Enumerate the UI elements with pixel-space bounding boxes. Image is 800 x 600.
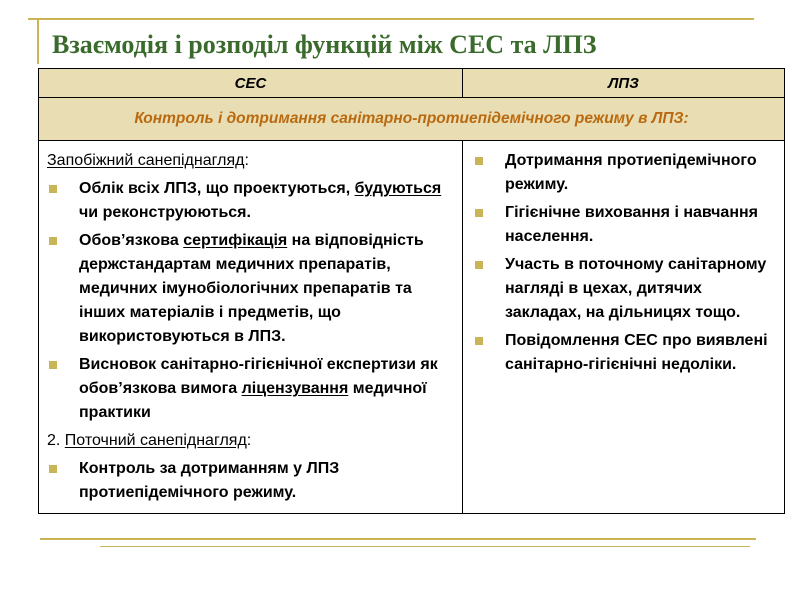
bottom-rule xyxy=(40,538,756,540)
current-supervision-heading: 2. Поточний санепіднагляд: xyxy=(47,432,252,449)
preventive-supervision-heading: Запобіжний санепіднагляд: xyxy=(47,152,249,169)
list-item: Облік всіх ЛПЗ, що проектуються, будуються чи реконструюються. xyxy=(47,177,456,225)
preventive-supervision-list xyxy=(47,177,456,425)
list-item: Висновок санітарно-гігієнічної експертизи як обов’язкова вимога ліцензування медичної практики xyxy=(47,353,456,425)
bullet-icon xyxy=(49,465,57,473)
list-item: Обов’язкова сертифікація на відповідність держстандартам медичних препаратів, медичних імунобіологічних препаратів та інших матеріалів і предметів, що використовуються в ЛПЗ. xyxy=(47,229,456,349)
bottom-rule-secondary xyxy=(100,546,750,547)
column-header-lpz: ЛПЗ xyxy=(463,69,785,98)
left-rule xyxy=(37,18,39,64)
functions-table xyxy=(38,68,785,514)
bullet-icon xyxy=(49,185,57,193)
current-supervision-list xyxy=(47,457,456,505)
list-item: Повідомлення СЕС про виявлені санітарно-гігієнічні недоліки. xyxy=(473,329,776,377)
list-item: Участь в поточному санітарному нагляді в цехах, дитячих закладах, на дільницях тощо. xyxy=(473,253,776,325)
ses-functions-cell xyxy=(39,141,463,514)
top-rule xyxy=(28,18,754,20)
bullet-icon xyxy=(475,209,483,217)
list-item: Гігієнічне виховання і навчання населення. xyxy=(473,201,776,249)
slide-title: Взаємодія і розподіл функцій між СЕС та ЛПЗ xyxy=(52,30,597,59)
bullet-icon xyxy=(49,237,57,245)
bullet-icon xyxy=(475,261,483,269)
lpz-functions-list xyxy=(473,149,776,377)
bullet-icon xyxy=(49,361,57,369)
lpz-functions-cell xyxy=(463,141,785,514)
column-header-ses: СЕС xyxy=(39,69,463,98)
table-subheader: Контроль і дотримання санітарно-протиепідемічного режиму в ЛПЗ: xyxy=(39,98,785,141)
list-item: Дотримання протиепідемічного режиму. xyxy=(473,149,776,197)
bullet-icon xyxy=(475,337,483,345)
bullet-icon xyxy=(475,157,483,165)
list-item: Контроль за дотриманням у ЛПЗ протиепідемічного режиму. xyxy=(47,457,456,505)
